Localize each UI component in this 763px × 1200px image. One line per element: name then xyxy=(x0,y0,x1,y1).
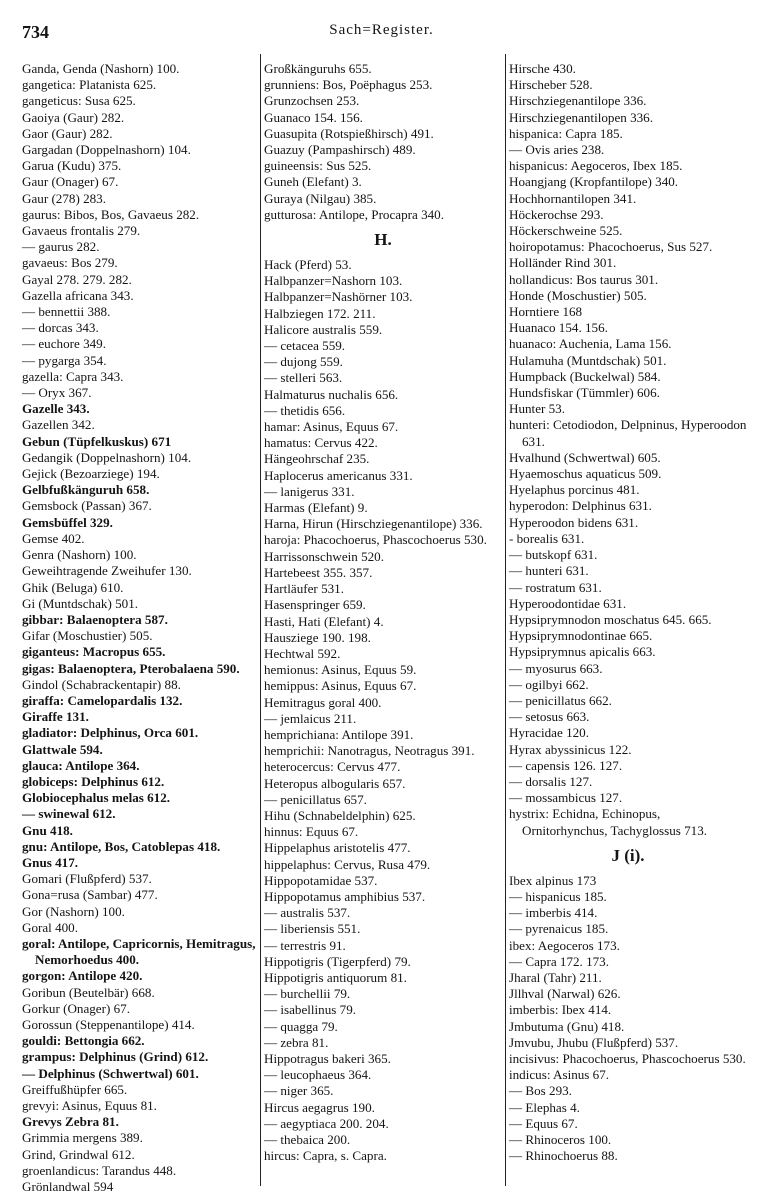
index-entry: — Delphinus (Schwertwal) 601. xyxy=(22,1065,199,1081)
index-entry: hemippus: Asinus, Equus 67. xyxy=(264,678,417,694)
index-entry: — hispanicus 185. xyxy=(509,888,607,904)
index-entry: Harmas (Elefant) 9. xyxy=(264,500,368,516)
index-entry: Grönlandwal 594 xyxy=(22,1179,114,1195)
index-entry: — swinewal 612. xyxy=(22,806,116,822)
index-entry: — liberiensis 551. xyxy=(264,921,361,937)
index-entry: — burchellii 79. xyxy=(264,986,351,1002)
index-entry: incisivus: Phacochoerus, Phascochoerus 530. xyxy=(509,1050,746,1066)
index-entry: gangeticus: Susa 625. xyxy=(22,93,136,109)
index-entry: Jharal (Tahr) 211. xyxy=(509,969,602,985)
index-entry: Harrissonschwein 520. xyxy=(264,548,385,564)
index-entry: — isabellinus 79. xyxy=(264,1002,357,1018)
index-entry: Hulamuha (Muntdschak) 501. xyxy=(509,352,667,368)
index-entry: gouldi: Bettongia 662. xyxy=(22,1033,145,1049)
index-entry: — bennettii 388. xyxy=(22,304,111,320)
index-entry: Guasupita (Rotspießhirsch) 491. xyxy=(264,125,434,141)
index-entry: Gaoiya (Gaur) 282. xyxy=(22,109,125,125)
index-entry: — Elephas 4. xyxy=(509,1099,580,1115)
index-entry: gangetica: Platanista 625. xyxy=(22,77,157,93)
index-entry: Hochhornantilopen 341. xyxy=(509,190,637,206)
index-entry: Geweihtragende Zweihufer 130. xyxy=(22,563,192,579)
index-entry: - borealis 631. xyxy=(509,530,585,546)
index-entry: Ganda, Genda (Nashorn) 100. xyxy=(22,61,180,76)
index-entry: Globiocephalus melas 612. xyxy=(22,790,171,806)
index-entry: Halbpanzer=Nashörner 103. xyxy=(264,289,413,305)
index-entry: Hartebeest 355. 357. xyxy=(264,564,373,580)
index-entry: hamar: Asinus, Equus 67. xyxy=(264,419,399,435)
index-entry: Gebun (Tüpfelkuskus) 671 xyxy=(22,433,172,449)
index-entry: — gaurus 282. xyxy=(22,239,100,255)
index-entry: Hängeohrschaf 235. xyxy=(264,451,370,467)
index-entry: Horntiere 168 xyxy=(509,304,583,320)
index-entry: — thetidis 656. xyxy=(264,402,346,418)
index-entry: Hyelaphus porcinus 481. xyxy=(509,482,640,498)
index-entry: Gemse 402. xyxy=(22,530,85,546)
index-entry: gnu: Antilope, Bos, Catoblepas 418. xyxy=(22,838,221,854)
index-column-3 xyxy=(509,61,747,1164)
index-entry: Glattwale 594. xyxy=(22,741,103,757)
index-entry: hispanicus: Aegoceros, Ibex 185. xyxy=(509,158,683,174)
index-entry: groenlandicus: Tarandus 448. xyxy=(22,1162,177,1178)
index-entry: Hyperoodon bidens 631. xyxy=(509,514,639,530)
index-entry: hystrix: Echidna, Echinopus, Ornitorhynchus, Tachyglossus 713. xyxy=(509,806,708,838)
index-entry: Gorkur (Onager) 67. xyxy=(22,1000,130,1016)
index-entry: giganteus: Macropus 655. xyxy=(22,644,166,660)
index-entry: Hippopotamus amphibius 537. xyxy=(264,888,426,904)
index-entry: Hippopotamidae 537. xyxy=(264,872,378,888)
index-entry: Huanaco 154. 156. xyxy=(509,320,608,336)
index-entry: — aegyptiaca 200. 204. xyxy=(264,1115,389,1131)
index-entry: — ogilbyi 662. xyxy=(509,676,589,692)
index-entry: grunniens: Bos, Poëphagus 253. xyxy=(264,77,433,93)
index-entry: Hypsiprymnus apicalis 663. xyxy=(509,644,656,660)
index-entry: grampus: Delphinus (Grind) 612. xyxy=(22,1049,209,1065)
index-entry: — terrestris 91. xyxy=(264,937,346,953)
index-entry: hamatus: Cervus 422. xyxy=(264,435,378,451)
index-entry: — penicillatus 657. xyxy=(264,791,367,807)
index-entry: Hippotigris antiquorum 81. xyxy=(264,969,407,985)
index-entry: Hippelaphus aristotelis 477. xyxy=(264,840,411,856)
index-entry: — mossambicus 127. xyxy=(509,790,623,806)
index-entry: Giraffe 131. xyxy=(22,709,89,725)
index-entry: Hemitragus goral 400. xyxy=(264,694,382,710)
index-entry: Halmaturus nuchalis 656. xyxy=(264,386,399,402)
index-entry: Hundsfiskar (Tümmler) 606. xyxy=(509,385,660,401)
index-entry: indicus: Asinus 67. xyxy=(509,1067,610,1083)
index-entry: Hyperoodontidae 631. xyxy=(509,595,627,611)
index-entry: Höckerschweine 525. xyxy=(509,223,623,239)
index-entry: gigas: Balaenoptera, Pterobalaena 590. xyxy=(22,660,240,676)
index-entry: Hvalhund (Schwertwal) 605. xyxy=(509,449,661,465)
index-entry: Hunter 53. xyxy=(509,401,566,417)
index-entry: Hirscheber 528. xyxy=(509,77,593,93)
column-divider xyxy=(260,54,261,1186)
index-entry: Guazuy (Pampashirsch) 489. xyxy=(264,142,416,158)
index-entry: — cetacea 559. xyxy=(264,338,346,354)
index-entry: Gavaeus frontalis 279. xyxy=(22,223,141,239)
index-column-2 xyxy=(264,61,502,1164)
index-entry: — setosus 663. xyxy=(509,709,590,725)
index-entry: Ibex alpinus 173 xyxy=(509,872,597,888)
index-entry: — quagga 79. xyxy=(264,1018,338,1034)
index-entry: hispanica: Capra 185. xyxy=(509,125,623,141)
section-letter: H. xyxy=(374,230,392,250)
index-entry: Hyaemoschus aquaticus 509. xyxy=(509,466,662,482)
index-entry: Gazella africana 343. xyxy=(22,287,134,303)
index-entry: Höckerochse 293. xyxy=(509,206,604,222)
index-entry: Gaur (278) 283. xyxy=(22,190,106,206)
index-entry: Gedangik (Doppelnashorn) 104. xyxy=(22,449,192,465)
index-entry: Hyracidae 120. xyxy=(509,725,589,741)
index-entry: — capensis 126. 127. xyxy=(509,757,623,773)
index-entry: — dorsalis 127. xyxy=(509,773,593,789)
index-entry: hircus: Capra, s. Capra. xyxy=(264,1148,387,1164)
index-entry: gaurus: Bibos, Bos, Gavaeus 282. xyxy=(22,206,200,222)
index-entry: Hircus aegagrus 190. xyxy=(264,1099,375,1115)
index-entry: Gazelle 343. xyxy=(22,401,90,417)
index-entry: Hyrax abyssinicus 122. xyxy=(509,741,632,757)
index-entry: — niger 365. xyxy=(264,1083,334,1099)
index-entry: gavaeus: Bos 279. xyxy=(22,255,118,271)
running-head: Sach=Register. xyxy=(329,22,434,38)
index-entry: Gi (Muntdschak) 501. xyxy=(22,595,139,611)
index-entry: Hihu (Schnabeldelphin) 625. xyxy=(264,807,416,823)
index-entry: Grimmia mergens 389. xyxy=(22,1130,143,1146)
index-entry: heterocercus: Cervus 477. xyxy=(264,759,401,775)
index-entry: imberbis: Ibex 414. xyxy=(509,1002,612,1018)
index-entry: hunteri: Cetodiodon, Delpninus, Hyperoodon 631. xyxy=(509,417,747,449)
index-entry: Gaor (Gaur) 282. xyxy=(22,125,113,141)
index-entry: Hasenspringer 659. xyxy=(264,597,366,613)
index-entry: — jemlaicus 211. xyxy=(264,710,357,726)
index-entry: Gindol (Schabrackentapir) 88. xyxy=(22,676,181,692)
page-number: 734 xyxy=(22,22,49,42)
index-entry: — penicillatus 662. xyxy=(509,692,612,708)
index-entry: Humpback (Buckelwal) 584. xyxy=(509,368,661,384)
index-entry: — thebaica 200. xyxy=(264,1132,351,1147)
index-entry: Gemsbüffel 329. xyxy=(22,514,113,530)
index-entry: Gorossun (Steppenantilope) 414. xyxy=(22,1016,195,1032)
index-entry: Hippotigris (Tigerpferd) 79. xyxy=(264,953,411,969)
column-divider xyxy=(505,54,506,1186)
index-entry: Hasti, Hati (Elefant) 4. xyxy=(264,613,384,629)
index-entry: huanaco: Auchenia, Lama 156. xyxy=(509,336,672,352)
index-entry: gladiator: Delphinus, Orca 601. xyxy=(22,725,199,741)
index-entry: giraffa: Camelopardalis 132. xyxy=(22,692,183,708)
index-entry: Gnus 417. xyxy=(22,854,79,870)
index-entry: Hirschziegenantilopen 336. xyxy=(509,109,653,125)
index-entry: hemprichii: Nanotragus, Neotragus 391. xyxy=(264,743,475,759)
index-entry: Hippotragus bakeri 365. xyxy=(264,1050,391,1066)
index-entry: Hausziege 190. 198. xyxy=(264,629,371,645)
index-entry: Guanaco 154. 156. xyxy=(264,109,363,125)
index-entry: — Rhinochoerus 88. xyxy=(509,1148,618,1164)
index-entry: grevyi: Asinus, Equus 81. xyxy=(22,1098,157,1113)
index-entry: Goribun (Beutelbär) 668. xyxy=(22,984,155,1000)
index-entry: — imberbis 414. xyxy=(509,905,598,921)
index-entry: Jmbutuma (Gnu) 418. xyxy=(509,1018,625,1034)
index-entry: gorgon: Antilope 420. xyxy=(22,968,143,984)
index-entry: — dujong 559. xyxy=(264,354,343,370)
index-entry: Gifar (Moschustier) 505. xyxy=(22,628,153,644)
index-entry: — Capra 172. 173. xyxy=(509,953,610,969)
index-entry: Gazellen 342. xyxy=(22,417,95,433)
index-entry: Gelbfußkänguruh 658. xyxy=(22,482,150,498)
index-entry: — australis 537. xyxy=(264,905,351,921)
index-entry: — zebra 81. xyxy=(264,1034,329,1050)
index-entry: gazella: Capra 343. xyxy=(22,368,124,384)
index-entry: globiceps: Delphinus 612. xyxy=(22,773,165,789)
index-entry: Jmvubu, Jhubu (Flußpferd) 537. xyxy=(509,1034,679,1050)
index-entry: hoiropotamus: Phacochoerus, Sus 527. xyxy=(509,239,713,255)
index-entry: — dorcas 343. xyxy=(22,320,99,336)
index-entry: Jllhval (Narwal) 626. xyxy=(509,986,621,1002)
index-entry: Garua (Kudu) 375. xyxy=(22,158,122,174)
index-entry: Grevys Zebra 81. xyxy=(22,1114,119,1130)
index-entry: Greiffußhüpfer 665. xyxy=(22,1081,128,1097)
index-entry: Genra (Nashorn) 100. xyxy=(22,547,137,563)
index-entry: — butskopf 631. xyxy=(509,547,598,563)
index-entry: — Oryx 367. xyxy=(22,385,92,401)
index-entry: Guraya (Nilgau) 385. xyxy=(264,190,377,206)
index-entry: Gemsbock (Passan) 367. xyxy=(22,498,152,514)
index-entry: — lanigerus 331. xyxy=(264,483,355,499)
index-entry: glauca: Antilope 364. xyxy=(22,757,140,773)
index-entry: Haplocerus americanus 331. xyxy=(264,467,413,483)
index-column-1 xyxy=(22,61,258,1195)
index-entry: Gomari (Flußpferd) 537. xyxy=(22,871,152,887)
index-entry: Halbpanzer=Nashorn 103. xyxy=(264,273,403,289)
index-entry: Hartläufer 531. xyxy=(264,581,344,597)
index-entry: Grunzochsen 253. xyxy=(264,93,360,109)
index-entry: Gor (Nashorn) 100. xyxy=(22,903,125,919)
index-entry: gibbar: Balaenoptera 587. xyxy=(22,611,168,627)
index-entry: hinnus: Equus 67. xyxy=(264,824,359,840)
index-entry: — leucophaeus 364. xyxy=(264,1067,372,1083)
index-entry: Gona=rusa (Sambar) 477. xyxy=(22,887,158,903)
index-entry: — Rhinoceros 100. xyxy=(509,1132,612,1147)
index-entry: Halbziegen 172. 211. xyxy=(264,305,376,321)
index-entry: — rostratum 631. xyxy=(509,579,602,595)
index-entry: — Equus 67. xyxy=(509,1115,578,1131)
index-entry: haroja: Phacochoerus, Phascochoerus 530. xyxy=(264,532,487,548)
index-entry: Halicore australis 559. xyxy=(264,321,383,337)
index-entry: gutturosa: Antilope, Procapra 340. xyxy=(264,206,445,222)
index-entry: hemprichiana: Antilope 391. xyxy=(264,726,414,742)
index-entry: Guneh (Elefant) 3. xyxy=(264,174,362,190)
index-entry: ibex: Aegoceros 173. xyxy=(509,937,620,953)
index-entry: Hoangjang (Kropfantilope) 340. xyxy=(509,174,679,190)
index-entry: — pygarga 354. xyxy=(22,352,107,368)
index-entry: Hirsche 430. xyxy=(509,61,576,76)
index-entry: hyperodon: Delphinus 631. xyxy=(509,498,652,514)
index-entry: Ghik (Beluga) 610. xyxy=(22,579,124,595)
index-entry: — pyrenaicus 185. xyxy=(509,921,609,937)
index-entry: — euchore 349. xyxy=(22,336,106,352)
index-entry: — hunteri 631. xyxy=(509,563,589,579)
index-entry: Gayal 278. 279. 282. xyxy=(22,271,132,287)
index-entry: Gargadan (Doppelnashorn) 104. xyxy=(22,142,191,158)
index-entry: guineensis: Sus 525. xyxy=(264,158,372,174)
index-entry: Grind, Grindwal 612. xyxy=(22,1146,135,1162)
index-entry: Hack (Pferd) 53. xyxy=(264,257,352,273)
section-letter: J (i). xyxy=(611,845,645,865)
index-entry: Gaur (Onager) 67. xyxy=(22,174,119,190)
index-entry: Hypsiprymnodontinae 665. xyxy=(509,628,653,644)
index-entry: hippelaphus: Cervus, Rusa 479. xyxy=(264,856,431,872)
index-entry: Hirschziegenantilope 336. xyxy=(509,93,647,109)
index-entry: — stelleri 563. xyxy=(264,370,343,386)
index-entry: — Ovis aries 238. xyxy=(509,142,605,158)
index-entry: Gnu 418. xyxy=(22,822,73,838)
index-entry: Hechtwal 592. xyxy=(264,645,341,661)
index-entry: hemionus: Asinus, Equus 59. xyxy=(264,662,417,678)
index-entry: Heteropus albogularis 657. xyxy=(264,775,406,791)
index-entry: Honde (Moschustier) 505. xyxy=(509,287,647,303)
index-entry: — myosurus 663. xyxy=(509,660,603,676)
index-entry: Goral 400. xyxy=(22,919,79,935)
index-entry: goral: Antilope, Capricornis, Hemitragus, Nemorhoedus 400. xyxy=(22,935,256,968)
index-entry: Gejick (Bezoarziege) 194. xyxy=(22,466,160,482)
index-entry: Harna, Hirun (Hirschziegenantilope) 336. xyxy=(264,516,483,532)
index-entry: Hypsiprymnodon moschatus 645. 665. xyxy=(509,611,712,627)
index-entry: Holländer Rind 301. xyxy=(509,255,617,271)
index-entry: Großkänguruhs 655. xyxy=(264,61,372,76)
index-entry: hollandicus: Bos taurus 301. xyxy=(509,271,659,287)
index-entry: — Bos 293. xyxy=(509,1083,572,1099)
